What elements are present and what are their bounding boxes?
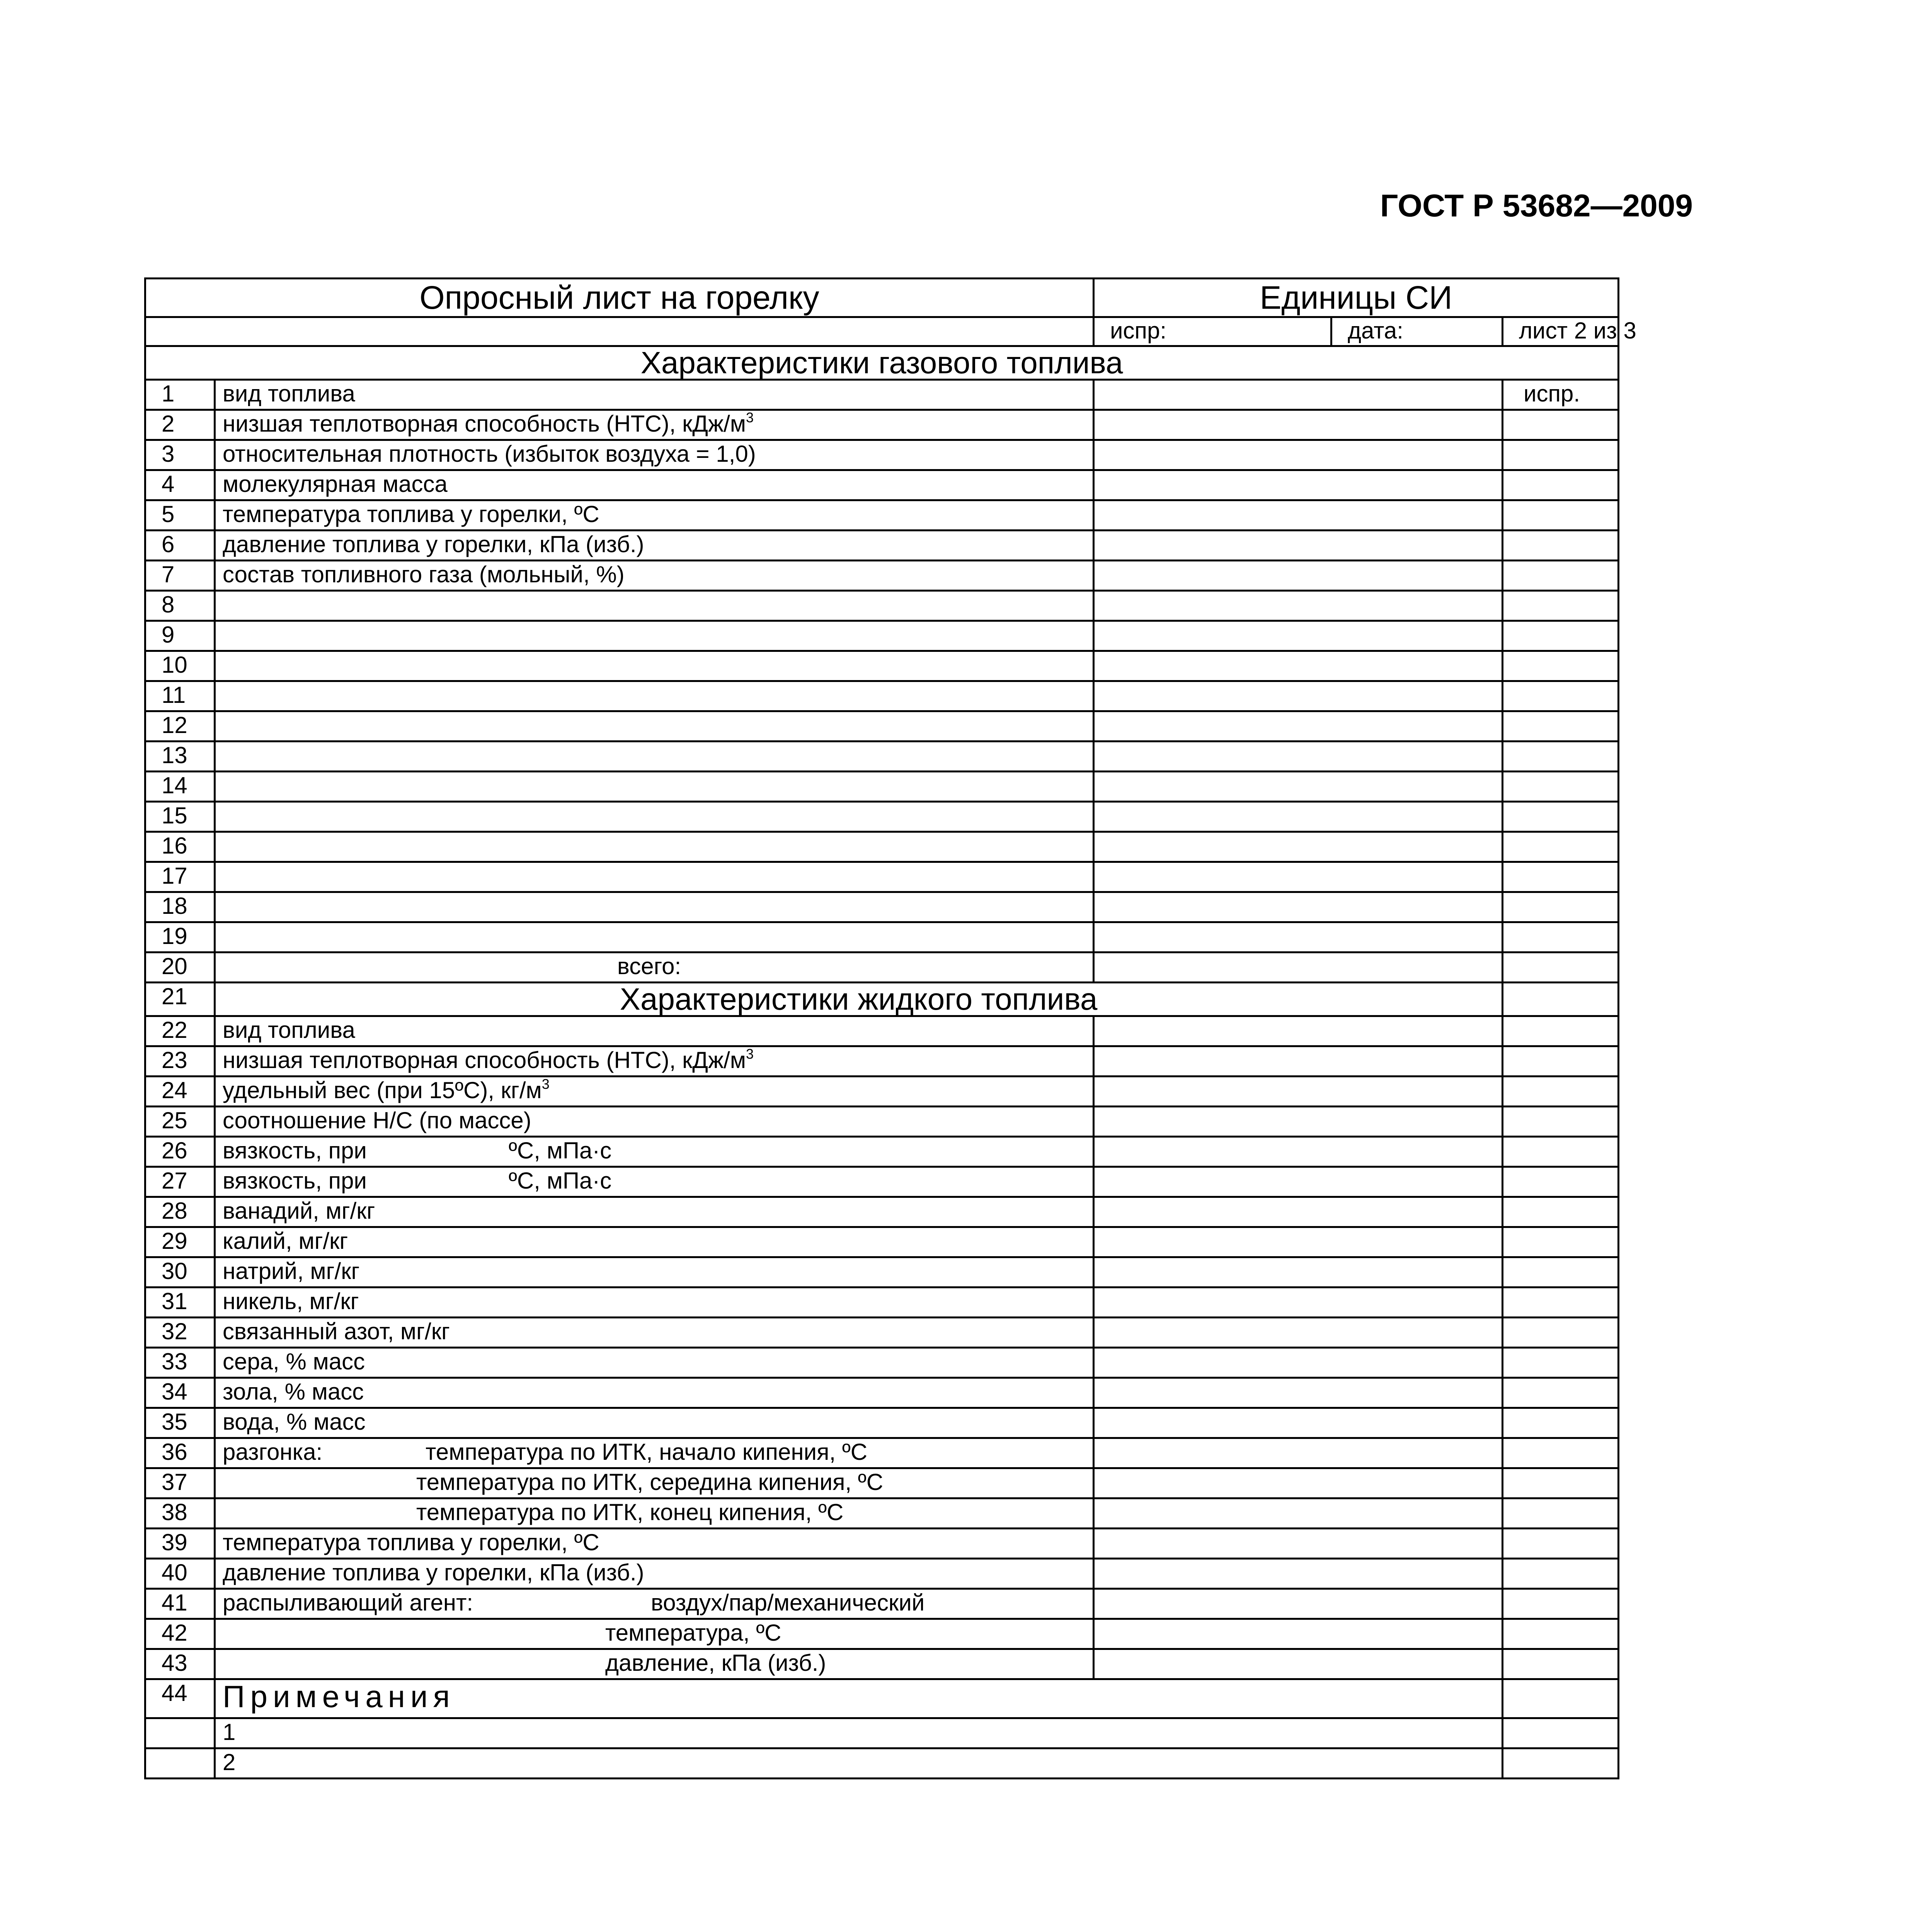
revision-cell[interactable]	[1503, 892, 1619, 922]
revision-cell[interactable]	[1503, 1016, 1619, 1046]
parameter-label	[215, 892, 1094, 922]
liquid-row	[145, 1257, 1619, 1287]
burner-questionnaire-table	[144, 277, 1636, 1779]
parameter-label	[215, 1438, 1094, 1468]
revision-cell[interactable]	[1503, 1137, 1619, 1167]
liquid-row	[145, 1619, 1619, 1649]
revision-cell[interactable]	[1503, 711, 1619, 742]
liquid-row	[145, 1318, 1619, 1348]
value-cell[interactable]	[1094, 1227, 1503, 1257]
parameter-subtext: воздух/пар/механический	[651, 1590, 925, 1616]
row-number: 22	[145, 1016, 215, 1046]
gas-row	[145, 892, 1619, 922]
total-value-cell[interactable]	[1094, 952, 1503, 983]
row-number: 40	[145, 1559, 215, 1589]
value-cell[interactable]	[1094, 1529, 1503, 1559]
row-number: 29	[145, 1227, 215, 1257]
revision-cell[interactable]	[1503, 470, 1619, 500]
revision-cell[interactable]	[1503, 1046, 1619, 1077]
row-number-blank	[145, 1718, 215, 1748]
revision-cell[interactable]	[1503, 500, 1619, 531]
parameter-label	[215, 1287, 1094, 1318]
liquid-row	[145, 1046, 1619, 1077]
parameter-text: вязкость, при	[223, 1138, 367, 1163]
form-title-row	[145, 279, 1619, 317]
meta-blank-cell[interactable]	[145, 317, 1094, 346]
value-cell[interactable]	[1094, 1619, 1503, 1649]
liquid-row	[145, 1107, 1619, 1137]
parameter-label	[215, 1107, 1094, 1137]
revision-cell[interactable]	[1503, 651, 1619, 681]
liquid-row	[145, 1589, 1619, 1619]
row-number: 36	[145, 1438, 215, 1468]
row-number: 5	[145, 500, 215, 531]
liquid-row	[145, 1197, 1619, 1227]
parameter-text: удельный вес (при 15ºС), кг/м	[223, 1077, 542, 1103]
liquid-row	[145, 1287, 1619, 1318]
value-cell[interactable]	[1094, 711, 1503, 742]
gas-row	[145, 681, 1619, 711]
row-number: 26	[145, 1137, 215, 1167]
parameter-label	[215, 1046, 1094, 1077]
row-number: 32	[145, 1318, 215, 1348]
value-cell[interactable]	[1094, 1016, 1503, 1046]
value-cell[interactable]	[1094, 742, 1503, 772]
parameter-text: распыливающий агент:	[223, 1590, 473, 1616]
row-number: 28	[145, 1197, 215, 1227]
parameter-label	[215, 1257, 1094, 1287]
remark-row	[145, 1718, 1619, 1748]
parameter-label	[215, 380, 1094, 410]
parameter-subtext: температура по ИТК, начало кипения, ºС	[426, 1439, 868, 1465]
parameter-unit: ºС, мПа·с	[509, 1168, 612, 1194]
liquid-row	[145, 1529, 1619, 1559]
parameter-text: вода, % масс	[223, 1409, 366, 1435]
row-number: 15	[145, 802, 215, 832]
row-number: 4	[145, 470, 215, 500]
liquid-section-row	[145, 983, 1619, 1016]
revision-cell[interactable]	[1503, 681, 1619, 711]
value-cell[interactable]	[1094, 1137, 1503, 1167]
revision-cell[interactable]	[1503, 1107, 1619, 1137]
liquid-row	[145, 1649, 1619, 1679]
row-number: 33	[145, 1348, 215, 1378]
parameter-label	[215, 681, 1094, 711]
value-cell[interactable]	[1094, 1468, 1503, 1498]
value-cell[interactable]	[1094, 1287, 1503, 1318]
parameter-label	[215, 772, 1094, 802]
row-number: 42	[145, 1619, 215, 1649]
revision-cell[interactable]	[1503, 1589, 1619, 1619]
parameter-label	[215, 1197, 1094, 1227]
parameter-label	[215, 591, 1094, 621]
revision-cell[interactable]	[1503, 832, 1619, 862]
remark-text[interactable]: 1	[215, 1718, 1503, 1748]
value-cell[interactable]	[1094, 531, 1503, 561]
gas-row	[145, 922, 1619, 952]
revision-cell[interactable]	[1503, 1348, 1619, 1378]
gas-section-row	[145, 346, 1619, 380]
row-number: 35	[145, 1408, 215, 1438]
revision-cell[interactable]	[1503, 1077, 1619, 1107]
revision-cell[interactable]	[1503, 1748, 1619, 1779]
parameter-text: никель, мг/кг	[223, 1288, 359, 1314]
row-number: 24	[145, 1077, 215, 1107]
superscript: 3	[541, 1076, 550, 1092]
gas-row	[145, 772, 1619, 802]
row-number: 37	[145, 1468, 215, 1498]
parameter-text: молекулярная масса	[223, 471, 448, 497]
parameter-label	[215, 1318, 1094, 1348]
revision-cell[interactable]	[1503, 531, 1619, 561]
value-cell[interactable]	[1094, 591, 1503, 621]
remark-text[interactable]: 2	[215, 1748, 1503, 1779]
remark-rows	[145, 1718, 1619, 1779]
parameter-label	[215, 1348, 1094, 1378]
liquid-row	[145, 1077, 1619, 1107]
revision-cell[interactable]	[1503, 802, 1619, 832]
value-cell[interactable]	[1094, 862, 1503, 892]
gas-row	[145, 591, 1619, 621]
revision-cell[interactable]	[1503, 1649, 1619, 1679]
liquid-row	[145, 1348, 1619, 1378]
value-cell[interactable]	[1094, 892, 1503, 922]
parameter-label	[215, 500, 1094, 531]
gas-row	[145, 862, 1619, 892]
row-number-blank	[145, 1748, 215, 1779]
form-units: Единицы СИ	[1094, 279, 1619, 317]
liquid-row	[145, 1378, 1619, 1408]
parameter-text: вязкость, при	[223, 1168, 367, 1194]
row-number: 2	[145, 410, 215, 440]
parameter-label	[215, 651, 1094, 681]
value-cell[interactable]	[1094, 1649, 1503, 1679]
parameter-label	[215, 1137, 1094, 1167]
parameter-text: температура по ИТК, конец кипения, ºС	[416, 1499, 844, 1525]
revision-cell[interactable]	[1503, 561, 1619, 591]
parameter-text: относительная плотность (избыток воздуха = 1,0)	[223, 441, 756, 467]
row-number: 11	[145, 681, 215, 711]
value-cell[interactable]	[1094, 1438, 1503, 1468]
revision-cell[interactable]	[1503, 1679, 1619, 1718]
row-number: 9	[145, 621, 215, 651]
value-cell[interactable]	[1094, 1348, 1503, 1378]
value-cell[interactable]	[1094, 1318, 1503, 1348]
parameter-label	[215, 1559, 1094, 1589]
revision-cell[interactable]	[1503, 1287, 1619, 1318]
row-number: 27	[145, 1167, 215, 1197]
parameter-label	[215, 1589, 1094, 1619]
row-number: 38	[145, 1498, 215, 1529]
gas-row	[145, 742, 1619, 772]
row-number: 3	[145, 440, 215, 470]
gas-row	[145, 711, 1619, 742]
row-number: 6	[145, 531, 215, 561]
document-standard-header: ГОСТ Р 53682—2009	[1380, 188, 1693, 223]
value-cell[interactable]	[1094, 440, 1503, 470]
revision-cell[interactable]	[1503, 1197, 1619, 1227]
gas-rows	[145, 380, 1619, 952]
parameter-label	[215, 1619, 1094, 1649]
parameter-label	[215, 531, 1094, 561]
parameter-unit: ºС, мПа·с	[509, 1138, 612, 1163]
parameter-text: связанный азот, мг/кг	[223, 1318, 450, 1344]
row-number: 1	[145, 380, 215, 410]
row-number: 30	[145, 1257, 215, 1287]
gas-row	[145, 531, 1619, 561]
liquid-row	[145, 1167, 1619, 1197]
parameter-label	[215, 1498, 1094, 1529]
value-cell[interactable]	[1094, 1257, 1503, 1287]
row-number: 18	[145, 892, 215, 922]
value-cell[interactable]	[1094, 922, 1503, 952]
value-cell[interactable]	[1094, 1167, 1503, 1197]
revision-cell[interactable]	[1503, 952, 1619, 983]
parameter-label	[215, 410, 1094, 440]
parameter-text: вид топлива	[223, 1017, 355, 1043]
revision-cell[interactable]	[1503, 1227, 1619, 1257]
gas-row	[145, 410, 1619, 440]
value-cell[interactable]	[1094, 1408, 1503, 1438]
value-cell[interactable]	[1094, 500, 1503, 531]
row-number: 8	[145, 591, 215, 621]
value-cell[interactable]	[1094, 1559, 1503, 1589]
revision-cell[interactable]	[1503, 1438, 1619, 1468]
parameter-text: температура топлива у горелки, ºС	[223, 1529, 599, 1555]
row-number: 34	[145, 1378, 215, 1408]
revision-cell[interactable]	[1503, 1257, 1619, 1287]
remark-row	[145, 1748, 1619, 1779]
gas-row	[145, 621, 1619, 651]
parameter-text: низшая теплотворная способность (НТС), кДж/м	[223, 1047, 746, 1073]
row-number: 23	[145, 1046, 215, 1077]
parameter-text: соотношение Н/С (по массе)	[223, 1107, 531, 1133]
total-label: всего:	[215, 952, 1094, 983]
gas-row	[145, 500, 1619, 531]
parameter-label	[215, 1077, 1094, 1107]
parameter-label	[215, 1167, 1094, 1197]
liquid-rows	[145, 1016, 1619, 1679]
gas-row	[145, 561, 1619, 591]
value-cell[interactable]	[1094, 380, 1503, 410]
parameter-label	[215, 621, 1094, 651]
parameter-text: низшая теплотворная способность (НТС), кДж/м	[223, 411, 746, 437]
revision-cell[interactable]	[1503, 1408, 1619, 1438]
liquid-row	[145, 1498, 1619, 1529]
value-cell[interactable]	[1094, 621, 1503, 651]
parameter-text: давление топлива у горелки, кПа (изб.)	[223, 531, 644, 557]
parameter-label	[215, 470, 1094, 500]
revision-cell[interactable]	[1503, 591, 1619, 621]
row-number: 21	[145, 983, 215, 1016]
revision-cell[interactable]	[1503, 1718, 1619, 1748]
gas-row	[145, 470, 1619, 500]
row-number: 13	[145, 742, 215, 772]
parameter-label	[215, 1468, 1094, 1498]
liquid-row	[145, 1559, 1619, 1589]
row-number: 16	[145, 832, 215, 862]
value-cell[interactable]	[1094, 470, 1503, 500]
form-meta-row	[145, 317, 1619, 346]
parameter-text: ванадий, мг/кг	[223, 1198, 375, 1224]
value-cell[interactable]	[1094, 1589, 1503, 1619]
remarks-title: Примечания	[215, 1679, 1503, 1718]
gas-total-row	[145, 952, 1619, 983]
value-cell[interactable]	[1094, 681, 1503, 711]
parameter-label	[215, 1649, 1094, 1679]
parameter-label	[215, 1529, 1094, 1559]
parameter-text: калий, мг/кг	[223, 1228, 348, 1254]
liquid-section-title: Характеристики жидкого топлива	[215, 983, 1503, 1016]
gas-section-title: Характеристики газового топлива	[145, 346, 1619, 380]
row-number: 31	[145, 1287, 215, 1318]
parameter-text: давление, кПа (изб.)	[605, 1650, 826, 1676]
liquid-row	[145, 1438, 1619, 1468]
value-cell[interactable]	[1094, 802, 1503, 832]
parameter-text: температура, ºС	[605, 1620, 781, 1646]
gas-row	[145, 380, 1619, 410]
revision-cell[interactable]	[1503, 983, 1619, 1016]
gas-row	[145, 440, 1619, 470]
row-number: 25	[145, 1107, 215, 1137]
row-number: 7	[145, 561, 215, 591]
revision-cell[interactable]	[1503, 742, 1619, 772]
row-number: 39	[145, 1529, 215, 1559]
parameter-label	[215, 1378, 1094, 1408]
superscript: 3	[746, 1046, 754, 1062]
parameter-label	[215, 561, 1094, 591]
value-cell[interactable]	[1094, 410, 1503, 440]
meta-revision[interactable]: испр:	[1094, 317, 1331, 346]
revision-cell[interactable]	[1503, 772, 1619, 802]
parameter-text: разгонка:	[223, 1439, 323, 1465]
row-number: 19	[145, 922, 215, 952]
row-number: 43	[145, 1649, 215, 1679]
superscript: 3	[746, 410, 754, 425]
parameter-label	[215, 711, 1094, 742]
value-cell[interactable]	[1094, 561, 1503, 591]
row-number: 14	[145, 772, 215, 802]
liquid-row	[145, 1227, 1619, 1257]
parameter-label	[215, 440, 1094, 470]
value-cell[interactable]	[1094, 1197, 1503, 1227]
revision-cell[interactable]: испр.	[1503, 380, 1619, 410]
gas-row	[145, 832, 1619, 862]
gas-row	[145, 651, 1619, 681]
row-number: 41	[145, 1589, 215, 1619]
parameter-text: давление топлива у горелки, кПа (изб.)	[223, 1560, 644, 1585]
parameter-text: вид топлива	[223, 381, 355, 406]
revision-cell[interactable]	[1503, 410, 1619, 440]
revision-cell[interactable]	[1503, 922, 1619, 952]
parameter-label	[215, 832, 1094, 862]
parameter-text: температура топлива у горелки, ºС	[223, 501, 599, 527]
revision-cell[interactable]	[1503, 1378, 1619, 1408]
liquid-row	[145, 1137, 1619, 1167]
revision-cell[interactable]	[1503, 1559, 1619, 1589]
value-cell[interactable]	[1094, 651, 1503, 681]
meta-sheet: лист 2 из 3	[1503, 317, 1619, 346]
value-cell[interactable]	[1094, 1378, 1503, 1408]
row-number: 12	[145, 711, 215, 742]
revision-cell[interactable]	[1503, 1318, 1619, 1348]
liquid-row	[145, 1468, 1619, 1498]
parameter-text: сера, % масс	[223, 1349, 365, 1374]
remarks-header-row	[145, 1679, 1619, 1718]
parameter-label	[215, 1408, 1094, 1438]
parameter-text: состав топливного газа (мольный, %)	[223, 561, 625, 587]
value-cell[interactable]	[1094, 772, 1503, 802]
parameter-text: натрий, мг/кг	[223, 1258, 360, 1284]
row-number: 17	[145, 862, 215, 892]
value-cell[interactable]	[1094, 832, 1503, 862]
gas-row	[145, 802, 1619, 832]
revision-cell[interactable]	[1503, 1468, 1619, 1498]
value-cell[interactable]	[1094, 1498, 1503, 1529]
revision-cell[interactable]	[1503, 1167, 1619, 1197]
value-cell[interactable]	[1094, 1046, 1503, 1077]
value-cell[interactable]	[1094, 1107, 1503, 1137]
parameter-label	[215, 742, 1094, 772]
form-title: Опросный лист на горелку	[145, 279, 1094, 317]
revision-cell[interactable]	[1503, 621, 1619, 651]
revision-cell[interactable]	[1503, 1498, 1619, 1529]
value-cell[interactable]	[1094, 1077, 1503, 1107]
parameter-label	[215, 862, 1094, 892]
row-number: 44	[145, 1679, 215, 1718]
revision-cell[interactable]	[1503, 862, 1619, 892]
liquid-row	[145, 1016, 1619, 1046]
parameter-label	[215, 922, 1094, 952]
row-number: 10	[145, 651, 215, 681]
parameter-label	[215, 1016, 1094, 1046]
meta-date[interactable]: дата:	[1331, 317, 1503, 346]
liquid-row	[145, 1408, 1619, 1438]
revision-cell[interactable]	[1503, 1619, 1619, 1649]
parameter-label	[215, 1227, 1094, 1257]
parameter-text: температура по ИТК, середина кипения, ºС	[416, 1469, 884, 1495]
revision-cell[interactable]	[1503, 1529, 1619, 1559]
row-number: 20	[145, 952, 215, 983]
parameter-text: зола, % масс	[223, 1379, 364, 1405]
revision-cell[interactable]	[1503, 440, 1619, 470]
parameter-label	[215, 802, 1094, 832]
